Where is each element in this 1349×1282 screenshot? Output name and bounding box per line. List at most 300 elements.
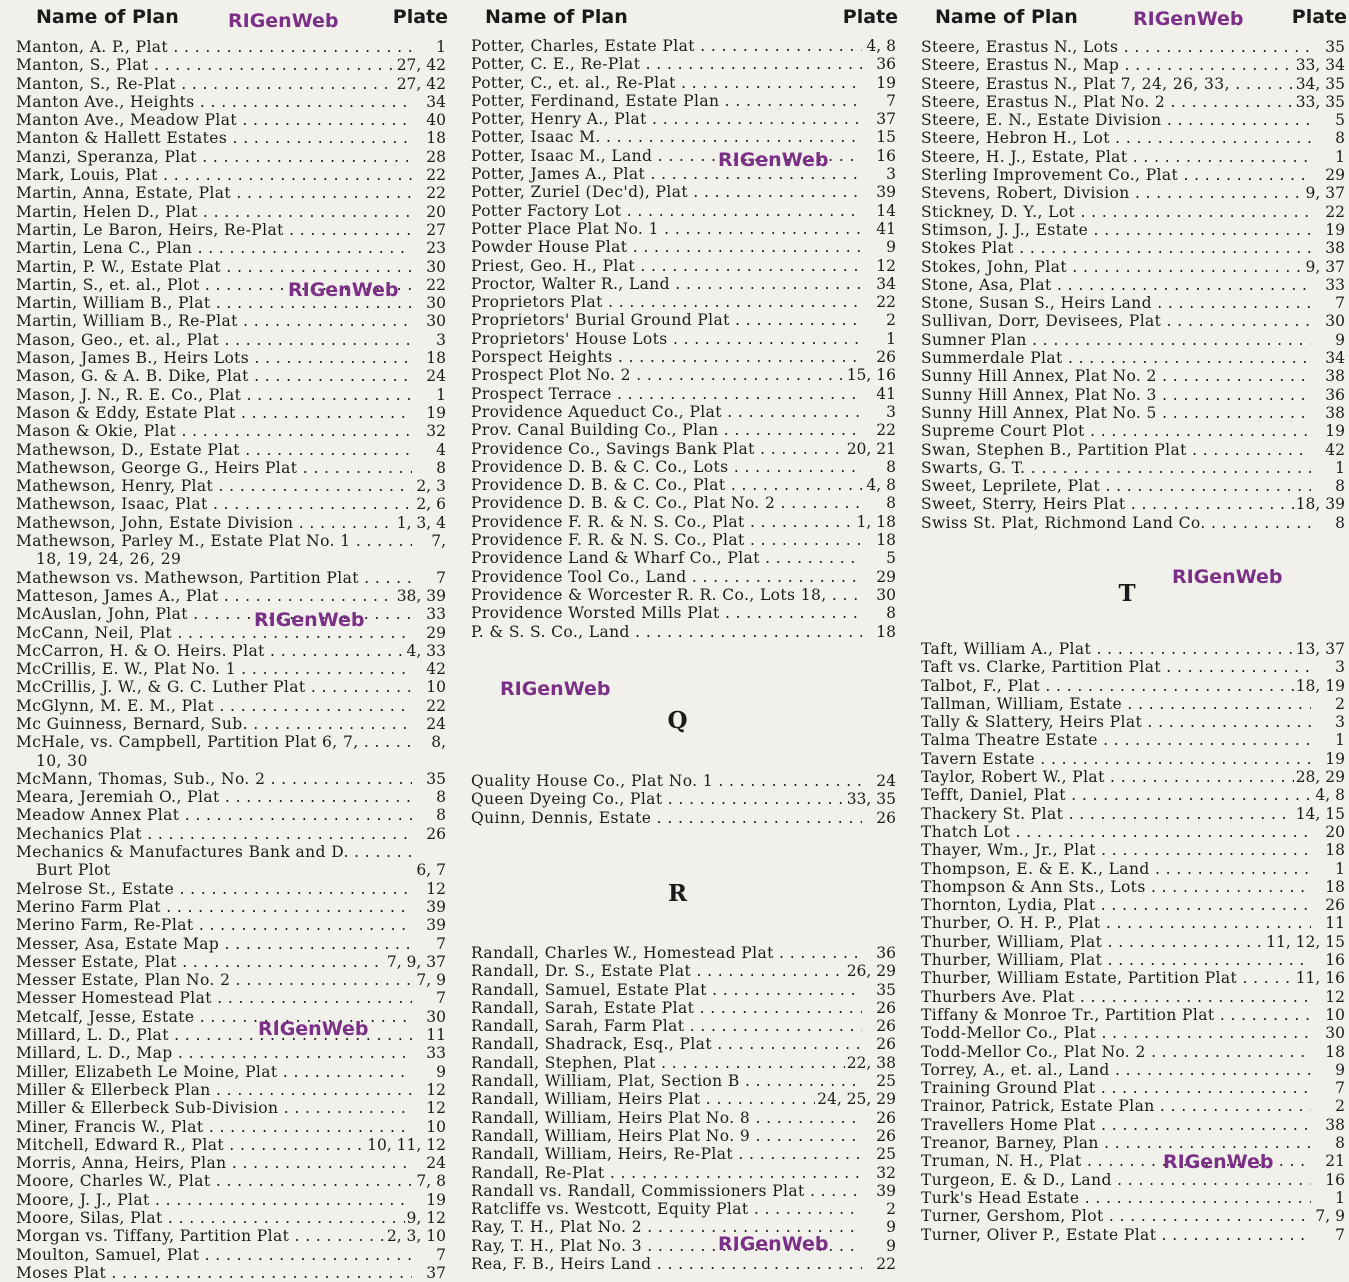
list-item — [0, 733, 450, 751]
list-item — [455, 1017, 900, 1035]
plate-number: 29 — [876, 567, 896, 586]
plate-number: 10 — [1325, 1005, 1345, 1024]
list-item — [905, 1189, 1349, 1207]
plate-number: 9 — [436, 1062, 446, 1081]
list-item — [455, 1255, 900, 1273]
plan-name: Turner, Oliver P., Estate Plat . . . — [921, 1226, 1311, 1244]
list-item — [455, 1127, 900, 1145]
plan-name: Potter, C. E., Re-Plat . . . — [471, 55, 862, 73]
plan-name: Messer Estate, Plat . . . — [16, 953, 412, 971]
list-item — [905, 294, 1349, 312]
plan-name: Steere, H. J., Estate, Plat . . . — [921, 148, 1311, 166]
list-item — [0, 495, 450, 513]
list-item — [0, 221, 450, 239]
list-item — [905, 841, 1349, 859]
plate-number: 7 — [1335, 1225, 1345, 1244]
list-item — [0, 258, 450, 276]
plan-name: Randall, Re-Plat . . . — [471, 1164, 862, 1182]
plate-number: 28, 29 — [1295, 768, 1345, 787]
plan-name: Thackery St. Plat . . . — [921, 805, 1311, 823]
plate-number: 24, 25, 29 — [817, 1090, 896, 1109]
plate-number: 33, 35 — [846, 790, 896, 809]
header-plate: Plate — [1291, 6, 1347, 28]
list-item — [905, 731, 1349, 749]
plan-name: Taft vs. Clarke, Partition Plat . . . — [921, 658, 1311, 676]
entry-list-r — [455, 944, 900, 1273]
list-item — [0, 1026, 450, 1044]
list-item — [0, 1264, 450, 1282]
plate-number: 22 — [876, 293, 896, 312]
list-item — [0, 441, 450, 459]
list-item — [455, 1182, 900, 1200]
list-item — [0, 678, 450, 696]
plan-name: Todd-Mellor Co., Plat No. 2 . . . — [921, 1043, 1311, 1061]
list-item — [905, 367, 1349, 385]
plan-name: Steere, Erastus N., Plat 7, 24, 26, 33, . . . — [921, 75, 1311, 93]
plan-name: Providence F. R. & N. S. Co., Plat . . . — [471, 531, 862, 549]
list-item — [455, 1218, 900, 1236]
plate-number: 8 — [886, 604, 896, 623]
plate-number: 3 — [1335, 713, 1345, 732]
list-item — [0, 166, 450, 184]
plan-name: Randall, William, Heirs Plat No. 9 . . . — [471, 1127, 862, 1145]
list-item — [0, 989, 450, 1007]
plate-number: 15 — [876, 128, 896, 147]
plan-name: Steere, Erastus N., Plat No. 2 . . . — [921, 93, 1311, 111]
plan-name: McCrillis, E. W., Plat No. 1 . . . — [16, 660, 412, 678]
list-item — [0, 587, 450, 605]
column-header — [0, 6, 450, 32]
list-item — [905, 658, 1349, 676]
plate-number: 34 — [1325, 349, 1345, 368]
plan-name: Quinn, Dennis, Estate . . . — [471, 809, 862, 827]
list-item — [455, 549, 900, 567]
list-item — [455, 604, 900, 622]
plan-name: Tallman, William, Estate . . . — [921, 695, 1311, 713]
plate-number: 9, 12 — [406, 1209, 446, 1227]
list-item — [0, 404, 450, 422]
list-item — [905, 896, 1349, 914]
plate-number: 16 — [876, 146, 896, 165]
plate-number: 39 — [876, 183, 896, 202]
plan-name: Messer Estate, Plan No. 2 . . . — [16, 971, 412, 989]
plan-name: Moore, Silas, Plat . . . — [16, 1209, 412, 1227]
column-s-t — [905, 0, 1349, 1272]
plate-number: 36 — [1325, 385, 1345, 404]
plate-number: 8 — [1335, 129, 1345, 148]
plate-number: 24 — [426, 367, 446, 386]
plate-number: 7 — [436, 1245, 446, 1264]
list-item — [905, 495, 1349, 513]
plan-name: Providence & Worcester R. R. Co., Lots 18, . . . — [471, 586, 862, 604]
plan-name: Matteson, James A., Plat . . . — [16, 587, 412, 605]
plate-number: 35 — [426, 769, 446, 788]
plate-number: 42 — [426, 660, 446, 679]
plate-number: 4 — [436, 440, 446, 459]
header-name-of-plan: Name of Plan — [36, 6, 179, 28]
section-letter-q: Q — [667, 707, 688, 734]
plan-name: Moulton, Samuel, Plat . . . — [16, 1246, 412, 1264]
list-item — [0, 38, 450, 56]
plate-number: 20 — [1325, 822, 1345, 841]
list-item — [455, 147, 900, 165]
list-item — [455, 981, 900, 999]
list-item — [455, 330, 900, 348]
plate-number: 22 — [426, 696, 446, 715]
plate-number: 8, — [431, 733, 446, 752]
plate-number: 3 — [886, 165, 896, 184]
plan-name: McCann, Neil, Plat . . . — [16, 624, 412, 642]
entry-list — [0, 38, 450, 1282]
list-item — [905, 1043, 1349, 1061]
plate-number: 7 — [886, 91, 896, 110]
plan-name: Randall, William, Plat, Section B . . . — [471, 1072, 862, 1090]
plan-name: Miller, Elizabeth Le Moine, Plat . . . — [16, 1063, 412, 1081]
plate-number: 11, 12, 15 — [1266, 932, 1345, 951]
plan-name: Swan, Stephen B., Partition Plat . . . — [921, 441, 1311, 459]
plate-number: 33 — [426, 605, 446, 624]
plan-name: Potter, Isaac M. . . . — [471, 128, 862, 146]
plan-name: Tavern Estate . . . — [921, 750, 1311, 768]
list-item — [0, 605, 450, 623]
plate-number: 36 — [876, 944, 896, 962]
list-item — [905, 988, 1349, 1006]
plate-number: 9 — [886, 238, 896, 257]
plan-name: Summerdale Plat . . . — [921, 349, 1311, 367]
plate-number: 38 — [1325, 367, 1345, 386]
list-item — [905, 386, 1349, 404]
plate-number: 7 — [436, 568, 446, 587]
list-item — [455, 183, 900, 201]
plan-name: Potter, Zuriel (Dec'd), Plat . . . — [471, 183, 862, 201]
list-item — [455, 1164, 900, 1182]
plan-name: Providence Tool Co., Land . . . — [471, 568, 862, 586]
plan-name: Burt Plot — [36, 861, 111, 880]
plan-name: Trainor, Patrick, Estate Plan . . . — [921, 1097, 1311, 1115]
plan-name: Metcalf, Jesse, Estate . . . — [16, 1008, 412, 1026]
plan-name: Mechanics & Manufactures Bank and D. . . . — [16, 843, 412, 861]
list-item — [455, 403, 900, 421]
list-item — [0, 898, 450, 916]
plate-number: 38 — [1325, 1115, 1345, 1134]
plan-name: Mason, James B., Heirs Lots . . . — [16, 349, 412, 367]
list-item — [455, 568, 900, 586]
plate-number: 38 — [1325, 239, 1345, 258]
plan-name: Proprietors Plat . . . — [471, 293, 862, 311]
plan-name: Mechanics Plat . . . — [16, 825, 412, 843]
plan-name: Mathewson, D., Estate Plat . . . — [16, 441, 412, 459]
plate-number: 18 — [876, 622, 896, 641]
plan-name: Thompson & Ann Sts., Lots . . . — [921, 878, 1311, 896]
plan-name: Potter, James A., Plat . . . — [471, 165, 862, 183]
plate-number: 26 — [876, 348, 896, 367]
list-item — [0, 953, 450, 971]
plate-number: 22 — [876, 1255, 896, 1274]
list-item — [455, 476, 900, 494]
plate-number: 7 — [436, 989, 446, 1008]
list-item — [455, 311, 900, 329]
plan-name: Stevens, Robert, Division . . . — [921, 184, 1311, 202]
list-item — [905, 129, 1349, 147]
plan-name: Prov. Canal Building Co., Plan . . . — [471, 421, 862, 439]
list-item — [905, 276, 1349, 294]
plate-number: 8 — [1335, 1134, 1345, 1153]
list-item — [0, 422, 450, 440]
plate-number: 10 — [426, 1117, 446, 1136]
plate-number: 16 — [1325, 1170, 1345, 1189]
plan-name: Sweet, Leprilete, Plat . . . — [921, 477, 1311, 495]
plan-name: Providence Co., Savings Bank Plat . . . — [471, 440, 862, 458]
plate-number: 1 — [886, 329, 896, 348]
plate-number: 19 — [426, 403, 446, 422]
plate-number: 32 — [876, 1163, 896, 1182]
plan-name: Rea, F. B., Heirs Land . . . — [471, 1255, 862, 1273]
list-item — [455, 1054, 900, 1072]
list-item — [455, 1200, 900, 1218]
plate-number: 36 — [876, 55, 896, 74]
plate-number: 8 — [1335, 513, 1345, 532]
plate-number: 18 — [1325, 877, 1345, 896]
plate-number: 4, 33 — [406, 641, 446, 660]
list-item — [905, 422, 1349, 440]
plate-number: 28 — [426, 147, 446, 166]
plate-number: 2, 3, 10 — [386, 1227, 446, 1246]
entry-list — [905, 38, 1349, 532]
plan-name: Potter, C., et. al., Re-Plat . . . — [471, 74, 862, 92]
plan-name: Manton Ave., Meadow Plat . . . — [16, 111, 412, 129]
list-item — [0, 477, 450, 495]
plan-name: Miller & Ellerbeck Plan . . . — [16, 1081, 412, 1099]
plan-name: Thurbers Ave. Plat . . . — [921, 988, 1311, 1006]
list-item — [905, 56, 1349, 74]
list-item — [455, 92, 900, 110]
plan-name: Martin, Le Baron, Heirs, Re-Plat . . . — [16, 221, 412, 239]
plate-number: 4, 8 — [1315, 786, 1345, 805]
plate-number: 12 — [426, 1080, 446, 1099]
plan-name: 18, 19, 24, 26, 29 — [36, 550, 182, 569]
plan-name: Mitchell, Edward R., Plat . . . — [16, 1136, 412, 1154]
plan-name: Steere, Erastus N., Map . . . — [921, 56, 1311, 74]
list-item — [905, 93, 1349, 111]
list-item — [905, 1134, 1349, 1152]
list-item — [905, 1226, 1349, 1244]
plan-name: Potter, Henry A., Plat . . . — [471, 110, 862, 128]
plate-number: 11 — [426, 1026, 446, 1045]
list-item — [0, 111, 450, 129]
plate-number: 15, 16 — [846, 366, 896, 385]
column-m — [0, 0, 450, 1282]
plan-name: Martin, Anna, Estate, Plat . . . — [16, 184, 412, 202]
plate-number: 40 — [426, 111, 446, 130]
plate-number: 24 — [426, 1154, 446, 1173]
plate-number: 18 — [426, 349, 446, 368]
list-item — [455, 944, 900, 962]
plate-number: 38, 39 — [396, 586, 446, 605]
plate-number: 33, 35 — [1295, 92, 1345, 111]
list-item — [455, 962, 900, 980]
list-item — [455, 440, 900, 458]
plan-name: Talbot, F., Plat . . . — [921, 677, 1311, 695]
plan-name: Thatch Lot . . . — [921, 823, 1311, 841]
plan-name: Martin, S., et. al., Plot . . . — [16, 276, 412, 294]
list-item — [455, 238, 900, 256]
plan-name: Randall, Sarah, Estate Plat . . . — [471, 999, 862, 1017]
list-item — [905, 331, 1349, 349]
plan-name: Melrose St., Estate . . . — [16, 880, 412, 898]
list-item — [0, 843, 450, 861]
list-item — [905, 914, 1349, 932]
watermark: RIGenWeb — [1133, 8, 1244, 30]
plate-number: 8 — [436, 788, 446, 807]
plan-name: Providence D. B. & C. Co., Lots . . . — [471, 458, 862, 476]
plate-number: 9, 37 — [1305, 257, 1345, 276]
plan-name: Mason & Okie, Plat . . . — [16, 422, 412, 440]
plan-name: Millard, L. D., Plat . . . — [16, 1026, 412, 1044]
list-item — [905, 713, 1349, 731]
plate-number: 8 — [436, 458, 446, 477]
plan-name: Proprietors' House Lots . . . — [471, 330, 862, 348]
column-header — [455, 6, 900, 32]
list-item — [455, 531, 900, 549]
plate-number: 25 — [876, 1072, 896, 1091]
plan-name: Sunny Hill Annex, Plat No. 3 . . . — [921, 386, 1311, 404]
plan-name: Merino Farm Plat . . . — [16, 898, 412, 916]
plate-number: 2, 6 — [416, 495, 446, 514]
plate-number: 19 — [1325, 422, 1345, 441]
plate-number: 18, 19 — [1295, 676, 1345, 695]
plan-name: Mason, G. & A. B. Dike, Plat . . . — [16, 367, 412, 385]
list-item — [0, 1118, 450, 1136]
plan-name: Steere, E. N., Estate Division . . . — [921, 111, 1311, 129]
plan-name: Manton & Hallett Estates . . . — [16, 129, 412, 147]
plate-number: 37 — [426, 1263, 446, 1282]
list-item — [455, 202, 900, 220]
plate-number: 18 — [876, 531, 896, 550]
plan-name: Meara, Jeremiah O., Plat . . . — [16, 788, 412, 806]
plate-number: 41 — [876, 219, 896, 238]
list-item — [0, 752, 450, 770]
plan-name: Stickney, D. Y., Lot . . . — [921, 203, 1311, 221]
plan-name: Merino Farm, Re-Plat . . . — [16, 916, 412, 934]
plan-name: Thurber, O. H. P., Plat . . . — [921, 914, 1311, 932]
watermark: RIGenWeb — [1163, 1151, 1274, 1173]
list-item — [455, 110, 900, 128]
entry-list-t — [905, 640, 1349, 1244]
plate-number: 30 — [876, 585, 896, 604]
list-item — [905, 221, 1349, 239]
list-item — [905, 258, 1349, 276]
column-header — [905, 6, 1349, 32]
plate-number: 39 — [426, 897, 446, 916]
list-item — [0, 624, 450, 642]
plate-number: 7, — [431, 532, 446, 551]
plate-number: 7, 9 — [416, 971, 446, 990]
plate-number: 20, 21 — [846, 439, 896, 458]
list-item — [905, 1171, 1349, 1189]
plate-number: 38 — [1325, 403, 1345, 422]
plan-name: Sumner Plan . . . — [921, 331, 1311, 349]
plate-number: 10 — [426, 678, 446, 697]
plate-number: 13, 37 — [1295, 640, 1345, 658]
plan-name: Messer Homestead Plat . . . — [16, 989, 412, 1007]
plate-number: 29 — [1325, 166, 1345, 185]
list-item — [0, 642, 450, 660]
plate-number: 19 — [1325, 220, 1345, 239]
plate-number: 6, 7 — [416, 861, 446, 880]
plan-name: Randall, Sarah, Farm Plat . . . — [471, 1017, 862, 1035]
list-item — [455, 55, 900, 73]
plate-number: 19 — [1325, 749, 1345, 768]
list-item — [0, 880, 450, 898]
plate-number: 30 — [426, 294, 446, 313]
plate-number: 30 — [426, 257, 446, 276]
list-item — [455, 74, 900, 92]
list-item — [455, 1109, 900, 1127]
plan-name: Mark, Louis, Plat . . . — [16, 166, 412, 184]
plan-name: Martin, William B., Plat . . . — [16, 294, 412, 312]
plate-number: 19 — [876, 73, 896, 92]
plate-number: 1 — [1335, 458, 1345, 477]
list-item — [455, 809, 900, 827]
plate-number: 32 — [426, 422, 446, 441]
plate-number: 27 — [426, 220, 446, 239]
plate-number: 5 — [886, 549, 896, 568]
plan-name: Providence Aqueduct Co., Plat . . . — [471, 403, 862, 421]
list-item — [455, 494, 900, 512]
list-item — [455, 1237, 900, 1255]
plan-name: 10, 30 — [36, 751, 88, 770]
plate-number: 12 — [876, 256, 896, 275]
plan-name: Manzi, Speranza, Plat . . . — [16, 148, 412, 166]
list-item — [0, 971, 450, 989]
plan-name: Randall, William, Heirs Plat . . . — [471, 1090, 862, 1108]
list-item — [455, 458, 900, 476]
list-item — [0, 660, 450, 678]
plate-number: 7 — [1335, 294, 1345, 313]
plan-name: Miner, Francis W., Plat . . . — [16, 1118, 412, 1136]
plan-name: Thurber, William, Plat . . . — [921, 951, 1311, 969]
plan-name: Sunny Hill Annex, Plat No. 2 . . . — [921, 367, 1311, 385]
entry-list — [455, 37, 900, 641]
plate-number: 42 — [1325, 440, 1345, 459]
plan-name: Stokes Plat . . . — [921, 239, 1311, 257]
plan-name: Morgan vs. Tiffany, Partition Plat . . . — [16, 1227, 412, 1245]
plan-name: Thompson, E. & E. K., Land . . . — [921, 860, 1311, 878]
list-item — [455, 1035, 900, 1053]
plan-name: Millard, L. D., Map . . . — [16, 1044, 412, 1062]
plate-number: 26, 29 — [846, 962, 896, 981]
list-item — [0, 1246, 450, 1264]
list-item — [905, 878, 1349, 896]
plate-number: 2 — [1335, 694, 1345, 713]
section-letter-t: T — [1118, 580, 1136, 607]
plan-name: Providence F. R. & N. S. Co., Plat . . . — [471, 513, 862, 531]
plate-number: 34, 35 — [1295, 74, 1345, 93]
list-item — [0, 1099, 450, 1117]
plate-number: 35 — [1325, 38, 1345, 56]
plan-name: Potter Factory Lot . . . — [471, 202, 862, 220]
list-item — [905, 477, 1349, 495]
plan-name: McCrillis, J. W., & G. C. Luther Plat . . . — [16, 678, 412, 696]
list-item — [455, 623, 900, 641]
plan-name: Tiffany & Monroe Tr., Partition Plat . . . — [921, 1006, 1311, 1024]
list-item — [0, 56, 450, 74]
plate-number: 18 — [1325, 1042, 1345, 1061]
plate-number: 1, 3, 4 — [396, 513, 446, 532]
list-item — [905, 514, 1349, 532]
plate-number: 7, 9 — [1315, 1207, 1345, 1226]
plate-number: 26 — [1325, 896, 1345, 915]
